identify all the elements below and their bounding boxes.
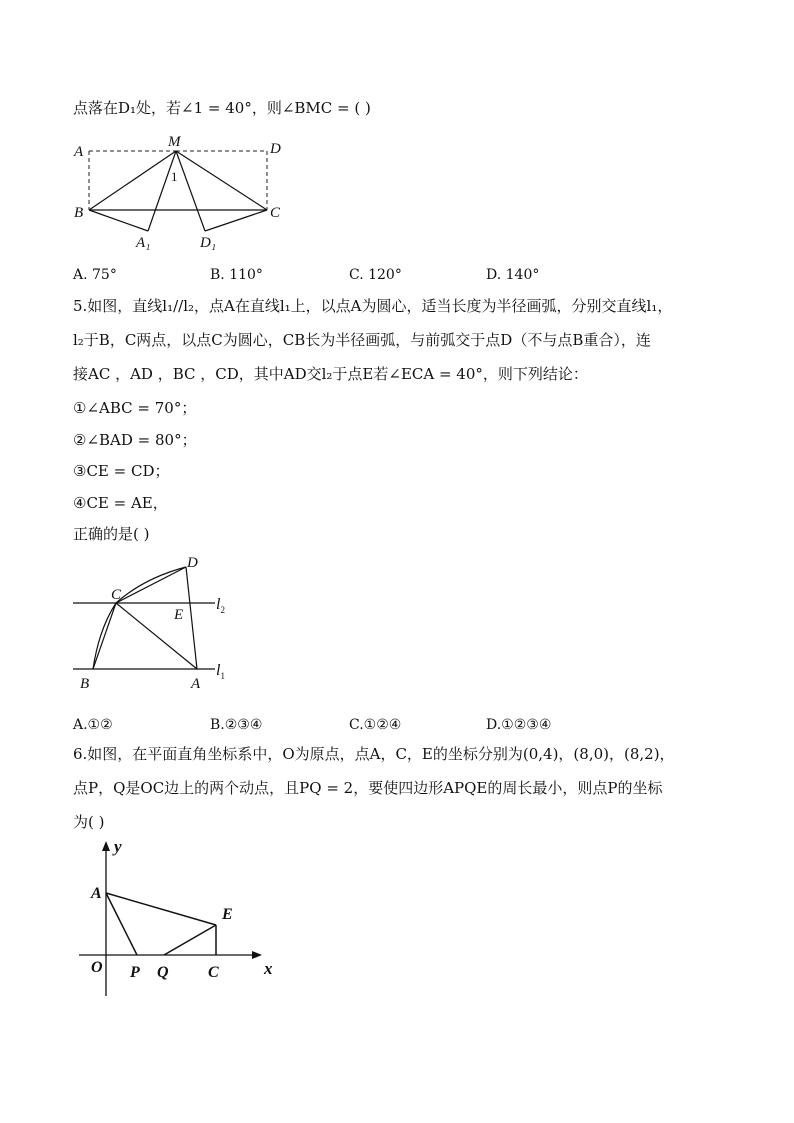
- q6-figure: [76, 836, 286, 1001]
- q6-stem-line-1: 6.如图，在平面直角坐标系中，O为原点，点A，C，E的坐标分别为(0,4)，(8,0)，(8,2)，: [73, 745, 675, 763]
- q5-statement-4: ④CE = AE，: [73, 494, 168, 512]
- q4-label-b: B: [74, 205, 84, 221]
- q4-stem-tail: 点落在D₁处，若∠1 = 40°，则∠BMC = ( ): [73, 99, 371, 117]
- q4-label-c: C: [270, 205, 281, 221]
- q6-stem-line-2: 点P，Q是OC边上的两个动点，且PQ = 2，要使四边形APQE的周长最小，则点P的坐标: [73, 779, 663, 797]
- q5-stem-line-1: 5.如图，直线l₁//l₂，点A在直线l₁上，以点A为圆心，适当长度为半径画弧，分别交直线l₁，: [73, 297, 673, 315]
- q5-statement-2: ②∠BAD = 80°；: [73, 431, 197, 449]
- q6-label-e: E: [222, 906, 233, 923]
- q4-label-angle1: 1: [171, 169, 178, 184]
- q5-question: 正确的是( ): [73, 525, 150, 543]
- q4-option-b[interactable]: B. 110°: [210, 267, 263, 283]
- q5-label-d: D: [187, 555, 198, 571]
- q6-axis-label-x: x: [264, 959, 273, 978]
- q6-label-o: O: [91, 959, 103, 976]
- q4-label-a1: A₁: [136, 235, 151, 251]
- q6-label-c: C: [208, 964, 219, 981]
- q6-label-p: P: [130, 964, 140, 981]
- q4-figure: [70, 135, 300, 257]
- q6-label-q: Q: [157, 964, 169, 981]
- q5-stem-line-3: 接AC ，AD ，BC ，CD，其中AD交l₂于点E若∠ECA = 40°，则下列结论：: [73, 365, 588, 383]
- q4-label-d: D: [270, 141, 281, 157]
- q5-option-c[interactable]: C.①②④: [349, 717, 402, 733]
- q5-label-l1: $l_1$: [216, 662, 225, 681]
- q5-option-d[interactable]: D.①②③④: [486, 717, 552, 733]
- q5-statement-3: ③CE = CD；: [73, 462, 170, 480]
- q5-label-b: B: [80, 676, 90, 692]
- q5-label-e: E: [174, 607, 184, 623]
- q6-label-a: A: [91, 885, 102, 902]
- q6-stem-line-3: 为( ): [73, 813, 105, 831]
- q4-option-a[interactable]: A. 75°: [73, 267, 117, 283]
- q4-label-m: M: [168, 134, 181, 150]
- q5-label-a: A: [191, 676, 201, 692]
- q5-figure: [70, 553, 240, 693]
- q5-option-b[interactable]: B.②③④: [210, 717, 263, 733]
- q4-option-c[interactable]: C. 120°: [349, 267, 402, 283]
- q4-label-d1: D₁: [200, 235, 217, 251]
- q5-label-l2: $l_2$: [216, 596, 225, 615]
- q5-option-a[interactable]: A.①②: [73, 717, 113, 733]
- q5-statement-1: ①∠ABC = 70°；: [73, 399, 197, 417]
- q6-axis-label-y: y: [114, 837, 122, 856]
- q4-label-a: A: [74, 144, 84, 160]
- q5-label-c: C: [111, 587, 122, 603]
- q4-option-d[interactable]: D. 140°: [486, 267, 540, 283]
- q5-stem-line-2: l₂于B，C两点，以点C为圆心，CB长为半径画弧，与前弧交于点D（不与点B重合），连: [73, 331, 651, 349]
